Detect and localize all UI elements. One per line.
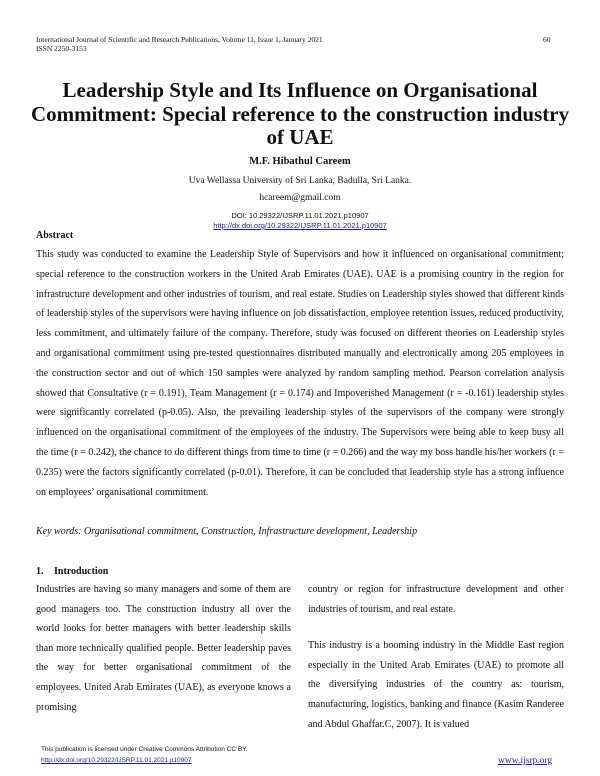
- issn: ISSN 2250-3153: [36, 44, 87, 53]
- section-number: 1.: [36, 566, 44, 577]
- doi-text: DOI: 10.29322/IJSRP.11.01.2021.p10907: [231, 211, 369, 220]
- abstract-body: This study was conducted to examine the Leadership Style of Supervisors and how it influenced on organisational commitment; special reference to the construction workers in the United Arab Emirates (UAE). UAE is a promising country in the region for infrastructure development and other industries of tourism, and real estate. Studies on Leadership styles showed that different kinds of leadership styles of the supervisors were having influence on job dissatisfaction, employee retention issues, reduced productivity, less commitment, and ultimately failure of the company. Therefore, study was focused on different theories on Leadership styles and organisational commitment using pre-tested questionnaires distributed manually and electronically among 205 employees in the construction sector and out of which 150 samples were analyzed by random sampling method. Pearson correlation analysis showed that Consultative (r = 0.191), Team Management (r = 0.174) and Impoverished Management (r = -0.161) leadership styles were significantly correlated (p-0.05). Also, the prevailing leadership styles of the supervisors of the company were strongly influenced on the organisational commitment of the employees of the industry. The Supervisors were being able to keep busy all the time (r = 0.242), the chance to do different things from time to time (r = 0.266) and the way my boss handle his/her workers (r = 0.235) were the factors significantly correlated (p-0.01). Therefore, it can be concluded that leadership style has a strong influence on employees’ organisational commitment.: [36, 249, 564, 498]
- section-heading-introduction: [36, 566, 108, 577]
- journal-website-link[interactable]: www.ijsrp.org: [498, 756, 553, 766]
- affiliation: Uva Wellassa University of Sri Lanka, Badulla, Sri Lanka.: [188, 176, 412, 186]
- doi-link[interactable]: http://dx.doi.org/10.29322/IJSRP.11.01.2021.p10907: [213, 221, 387, 230]
- author-email: hcareem@gmail.com: [259, 193, 341, 203]
- paper-title: Leadership Style and Its Influence on Organisational Commitment: Special reference to the construction industry of UAE: [30, 78, 570, 149]
- intro-right-column: [308, 580, 564, 734]
- section-title: Introduction: [54, 566, 109, 577]
- intro-left-column: [36, 580, 291, 717]
- license-note: This publication is licensed under Creative Commons Attribution CC BY.: [41, 746, 248, 753]
- journal-header: International Journal of Scientific and Research Publications, Volume 11, Issue 1, January 2021: [36, 35, 323, 44]
- keywords: Key words: Organisational commitment, Construction, Infrastructure development, Leadership: [36, 526, 418, 537]
- intro-paragraph-2: This industry is a booming industry in the Middle East region especially in the United Arab Emirates (UAE) to promote all the diversifying industries of the country as: tourism, manufacturing, logistics, banking and finance (Kasim Randeree and Abdul Ghaffar.C, 2007). It is valued: [308, 640, 564, 730]
- author-name: M.F. Hibathul Careem: [249, 156, 351, 167]
- intro-paragraph-1-continued: country or region for infrastructure development and other industries of tourism, and real estate.: [308, 584, 564, 615]
- footer-doi-link[interactable]: http://dx.doi.org/10.29322/IJSRP.11.01.2021.p10907: [41, 757, 192, 764]
- page-number: 60: [543, 35, 551, 44]
- intro-paragraph-1: Industries are having so many managers and some of them are good managers too. The construction industry all over the world looks for better managers with better leadership skills than more technically qualified people. Better leadership paves the way for better organisational commitment of the employees. United Arab Emirates (UAE), as everyone knows a promising: [36, 584, 291, 713]
- abstract-heading: Abstract: [36, 230, 74, 241]
